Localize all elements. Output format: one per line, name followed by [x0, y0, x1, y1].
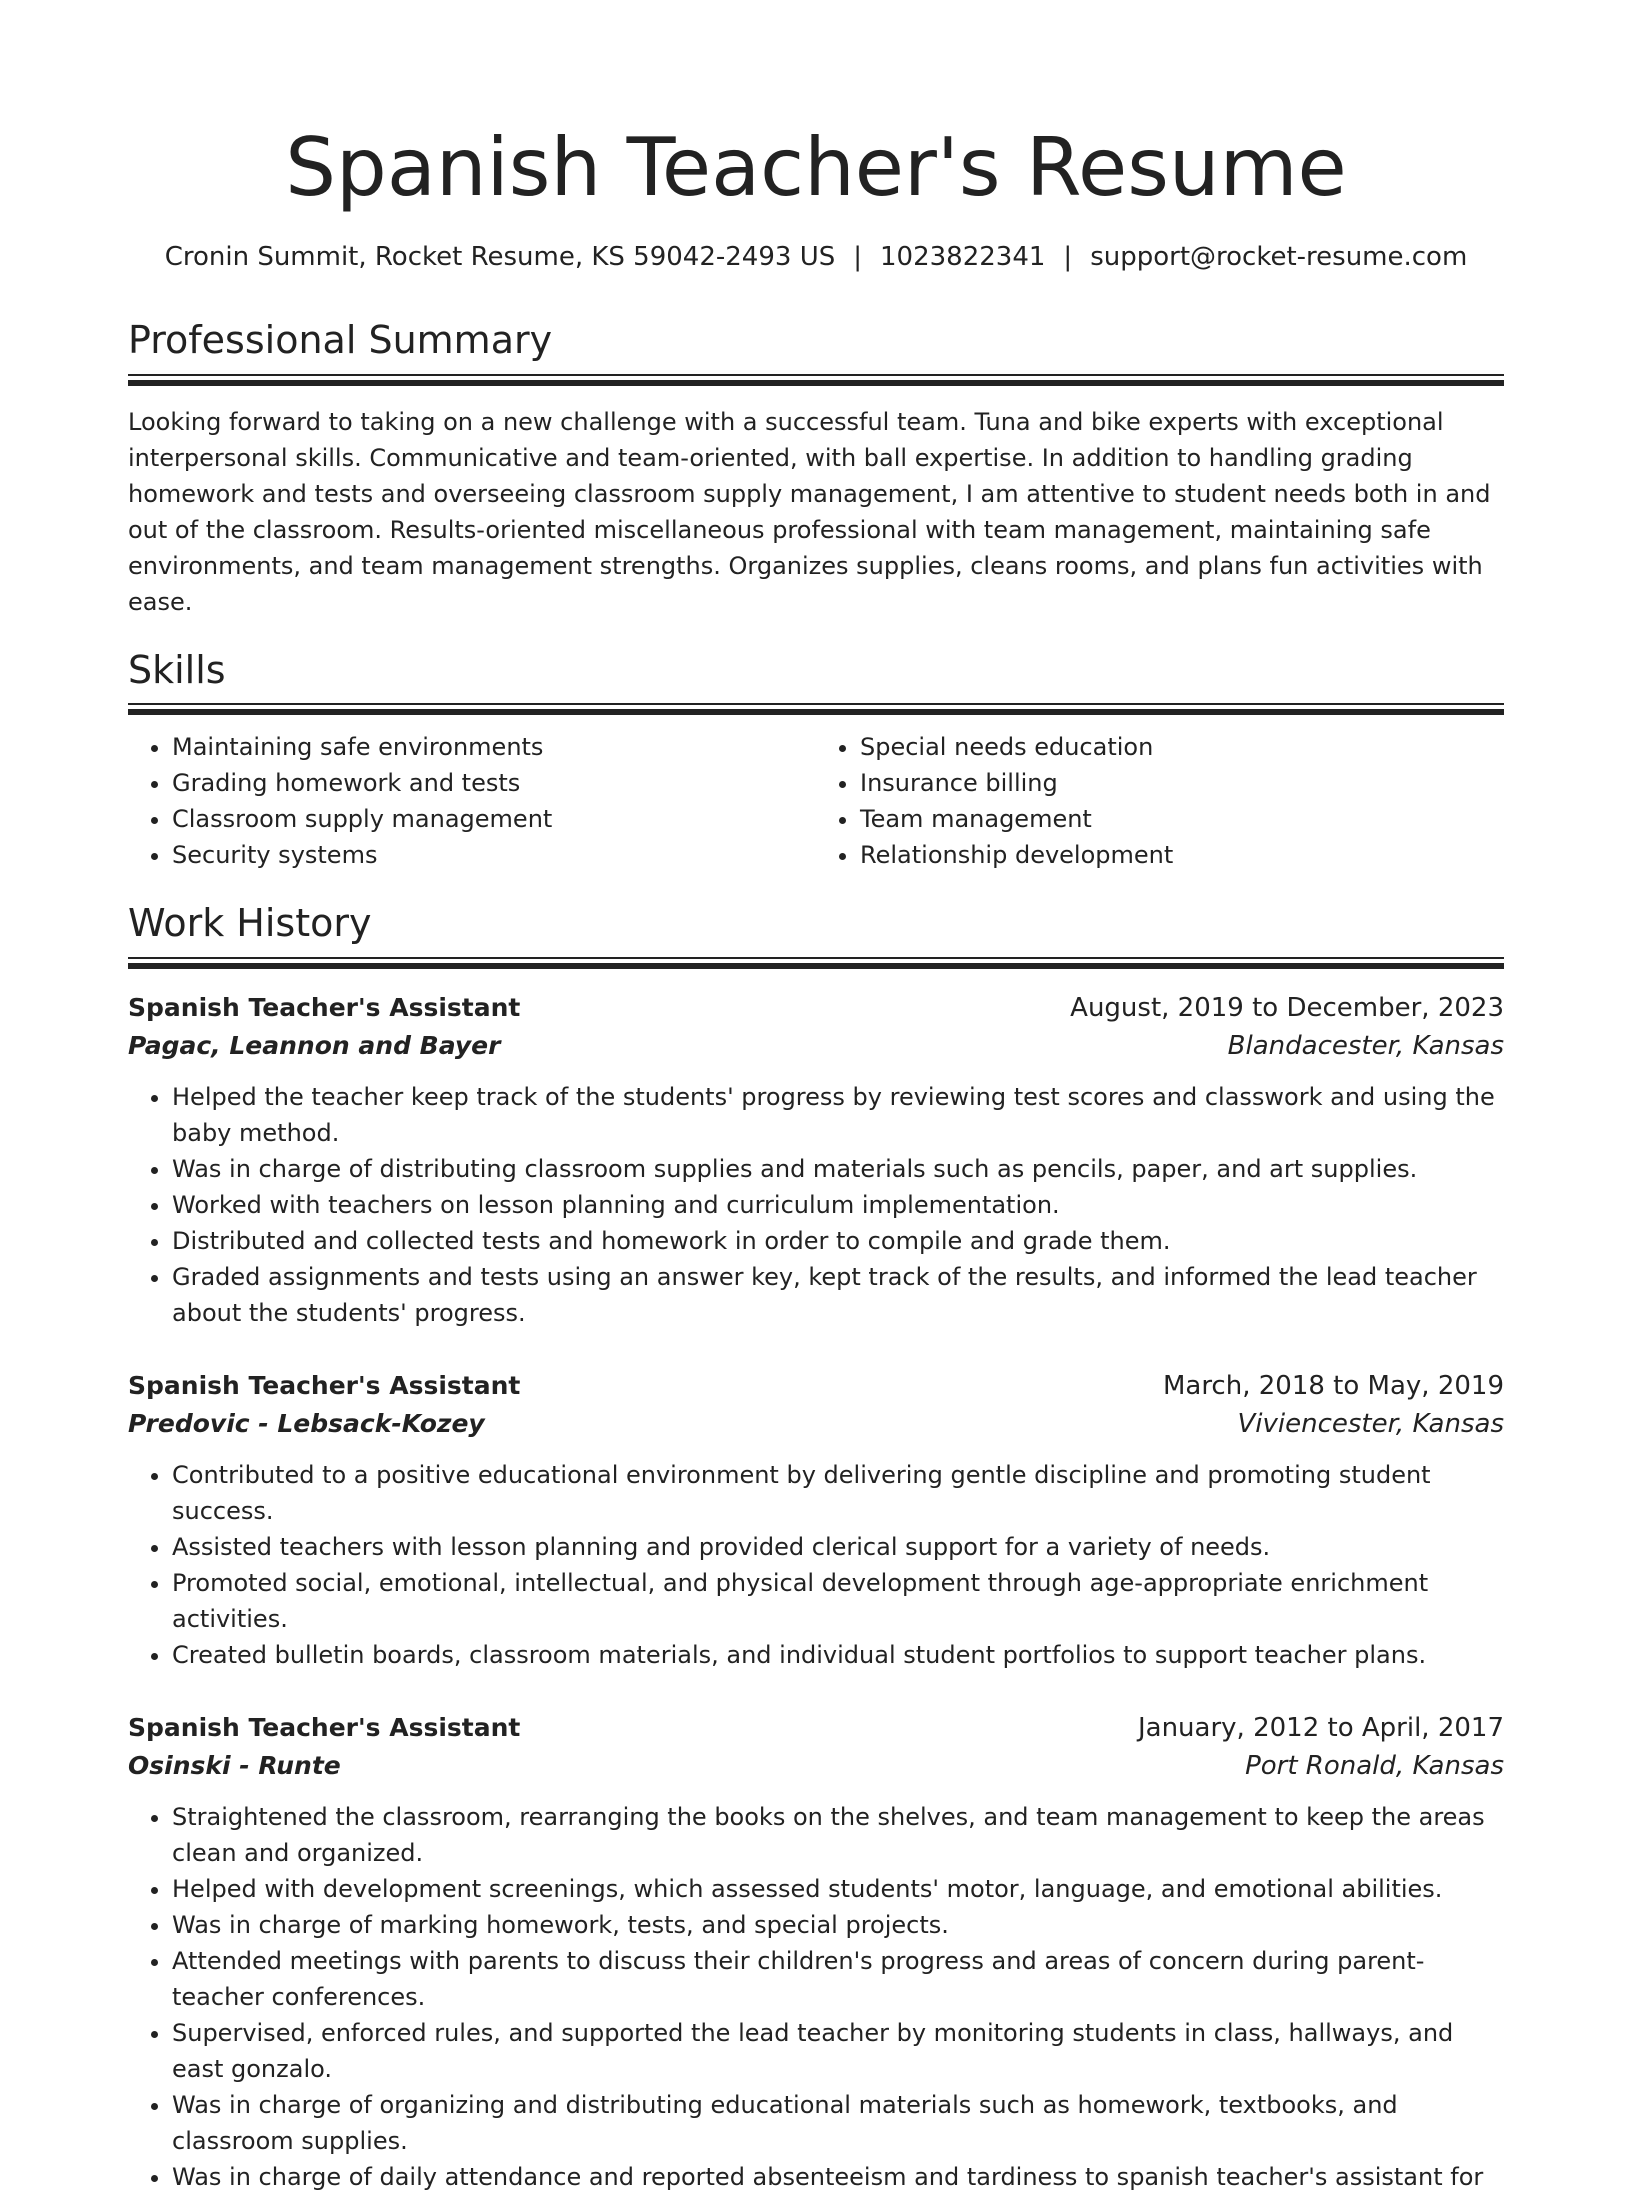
contact-line: [128, 242, 1504, 272]
professional-summary-section: [128, 318, 1504, 620]
skills-list-left: [128, 729, 816, 873]
duty-item: • Was in charge of marking homework, tests, and special projects.: [172, 1907, 1504, 1943]
section-divider: [128, 703, 1504, 715]
contact-separator: |: [853, 242, 862, 272]
skill-item: • Classroom supply management: [172, 801, 816, 837]
contact-address: Cronin Summit, Rocket Resume, KS 59042-2493 US: [164, 242, 836, 272]
duty-item: • Distributed and collected tests and homework in order to compile and grade them.: [172, 1223, 1504, 1259]
duty-item: • Supervised, enforced rules, and supported the lead teacher by monitoring students in class, hallways, and east gonzalo.: [172, 2015, 1504, 2087]
duty-item: • Promoted social, emotional, intellectual, and physical development through age-appropriate enrichment activities.: [172, 1565, 1504, 1637]
job-subheader: [128, 1405, 1504, 1443]
duty-item: • Helped with development screenings, which assessed students' motor, language, and emotional abilities.: [172, 1871, 1504, 1907]
job-dates: August, 2019 to December, 2023: [1070, 992, 1504, 1023]
job-subheader: [128, 1747, 1504, 1785]
contact-phone: 1023822341: [880, 242, 1046, 272]
duty-item: • Graded assignments and tests using an answer key, kept track of the results, and informed the lead teacher about the students' progress.: [172, 1259, 1504, 1331]
job-company: Pagac, Leannon and Bayer: [128, 1030, 501, 1060]
job-title: Spanish Teacher's Assistant: [128, 1712, 521, 1742]
job-location: Blandacester, Kansas: [1227, 1030, 1504, 1061]
skills-section: [128, 648, 1504, 874]
contact-separator: |: [1063, 242, 1073, 272]
duty-item: • Helped the teacher keep track of the students' progress by reviewing test scores and classwork and using the baby method.: [172, 1079, 1504, 1151]
job-header: [128, 1709, 1504, 1747]
contact-email: support@rocket-resume.com: [1090, 242, 1468, 272]
skill-item: • Insurance billing: [860, 765, 1504, 801]
job-entry: [128, 1709, 1504, 2195]
job-title: Spanish Teacher's Assistant: [128, 992, 521, 1022]
section-heading-skills: Skills: [128, 647, 226, 692]
duty-item: • Assisted teachers with lesson planning and provided clerical support for a variety of needs.: [172, 1529, 1504, 1565]
job-title: Spanish Teacher's Assistant: [128, 1370, 521, 1400]
skill-item: • Relationship development: [860, 837, 1504, 873]
skill-item: • Grading homework and tests: [172, 765, 816, 801]
job-duties: [128, 1079, 1504, 1331]
duty-item: • Was in charge of distributing classroom supplies and materials such as pencils, paper, and art supplies.: [172, 1151, 1504, 1187]
duty-item: • Contributed to a positive educational environment by delivering gentle discipline and promoting student success.: [172, 1457, 1504, 1529]
job-header: [128, 1367, 1504, 1405]
job-header: [128, 989, 1504, 1027]
section-heading-summary: Professional Summary: [128, 318, 553, 362]
section-divider: [128, 374, 1504, 386]
skill-item: • Special needs education: [860, 729, 1504, 765]
job-entry: [128, 1367, 1504, 1673]
job-duties: [128, 1457, 1504, 1673]
skills-grid: [128, 729, 1504, 873]
section-heading-work: Work History: [128, 901, 372, 946]
duty-item: • Worked with teachers on lesson planning and curriculum implementation.: [172, 1187, 1504, 1223]
job-company: Osinski - Runte: [128, 1750, 341, 1780]
duty-item: • Created bulletin boards, classroom materials, and individual student portfolios to support teacher plans.: [172, 1637, 1504, 1673]
work-history-section: [128, 901, 1504, 2195]
job-dates: March, 2018 to May, 2019: [1162, 1370, 1504, 1401]
job-dates: January, 2012 to April, 2017: [1137, 1712, 1504, 1743]
skill-item: • Security systems: [172, 837, 816, 873]
summary-text: Looking forward to taking on a new challenge with a successful team. Tuna and bike experts with exceptional interpersonal skills. Communicative and team-oriented, with ball expertise. In addition to handling grading homework and tests and overseeing classroom supply management, I am attentive to student needs both in and out of the classroom. Results-oriented miscellaneous professional with team management, maintaining safe environments, and team management strengths. Organizes supplies, cleans rooms, and plans fun activities with ease.: [128, 407, 1491, 616]
job-location: Port Ronald, Kansas: [1245, 1750, 1504, 1781]
job-company: Predovic - Lebsack-Kozey: [128, 1408, 485, 1438]
duty-item: • Was in charge of daily attendance and reported absenteeism and tardiness to spanish teacher's assistant for: [172, 2159, 1504, 2195]
duty-item: • Straightened the classroom, rearranging the books on the shelves, and team management to keep the areas clean and organized.: [172, 1799, 1504, 1871]
job-entry: [128, 989, 1504, 1331]
duty-item: • Attended meetings with parents to discuss their children's progress and areas of concern during parent-teacher conferences.: [172, 1943, 1504, 2015]
skills-list-right: [816, 729, 1504, 873]
resume-title: Spanish Teacher's Resume: [285, 121, 1347, 214]
job-duties: [128, 1799, 1504, 2195]
duty-item: • Was in charge of organizing and distributing educational materials such as homework, textbooks, and classroom supplies.: [172, 2087, 1504, 2159]
skill-item: • Maintaining safe environments: [172, 729, 816, 765]
job-subheader: [128, 1027, 1504, 1065]
section-divider: [128, 957, 1504, 969]
job-location: Viviencester, Kansas: [1237, 1408, 1504, 1439]
skill-item: • Team management: [860, 801, 1504, 837]
